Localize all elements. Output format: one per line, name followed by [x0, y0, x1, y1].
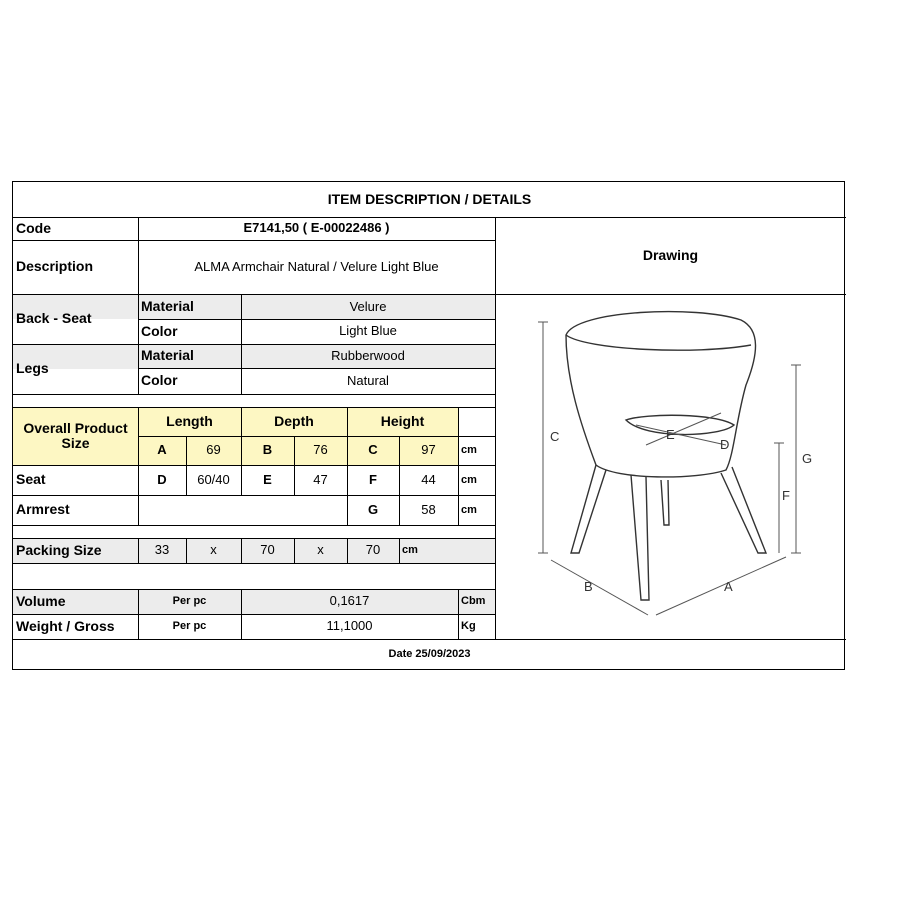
chair-shell [566, 312, 756, 477]
f-label: F [369, 471, 377, 487]
back-seat-material-label: Material [141, 298, 194, 315]
weight-value: 11,1000 [326, 618, 373, 634]
height-header: Height [380, 412, 425, 429]
legs-material-label: Material [141, 347, 194, 364]
date: Date 25/09/2023 [388, 647, 471, 660]
dim-c-letter: C [550, 429, 560, 444]
details-sheet [12, 181, 845, 670]
legs-color: Natural [347, 372, 389, 388]
legs-color-label: Color [141, 372, 178, 389]
page-title: ITEM DESCRIPTION / DETAILS [327, 190, 532, 207]
a-label: A [157, 442, 167, 458]
chair-leg [661, 480, 669, 525]
d-label: D [157, 471, 167, 487]
armrest-unit: cm [461, 503, 477, 516]
packing-x: x [317, 542, 324, 558]
e-label: E [263, 471, 272, 487]
d-value: 60/40 [197, 471, 230, 487]
packing-unit: cm [402, 544, 418, 557]
overall-size-label: Overall Product Size [23, 419, 128, 451]
weight-per: Per pc [172, 620, 207, 633]
packing-label: Packing Size [16, 541, 102, 558]
volume-value: 0,1617 [329, 593, 370, 609]
c-value: 97 [421, 442, 436, 458]
chair-leg [631, 475, 649, 600]
chair-leg [721, 467, 766, 553]
weight-unit: Kg [461, 620, 476, 633]
chair-leg [571, 465, 606, 553]
armrest-label: Armrest [16, 501, 70, 518]
f-value: 44 [421, 471, 436, 487]
seat-label: Seat [16, 471, 46, 488]
packing-length: 33 [154, 542, 170, 558]
e-value: 47 [313, 471, 328, 487]
back-seat-color: Light Blue [339, 323, 397, 339]
chair-rim [566, 335, 751, 350]
back-seat-material: Velure [349, 298, 387, 314]
overall-unit: cm [461, 444, 477, 457]
volume-unit: Cbm [461, 595, 486, 608]
dim-b-letter: B [584, 579, 593, 594]
b-value: 76 [313, 442, 328, 458]
chair-seat [626, 415, 734, 434]
back-seat-label: Back - Seat [16, 310, 92, 327]
b-label: B [262, 442, 273, 458]
dim-f-letter: F [782, 488, 790, 503]
volume-per: Per pc [172, 595, 207, 608]
packing-height: 70 [365, 542, 381, 558]
length-header: Length [166, 412, 213, 429]
weight-label: Weight / Gross [16, 617, 115, 634]
a-value: 69 [206, 442, 221, 458]
description-label: Description [16, 258, 94, 275]
legs-label: Legs [16, 360, 49, 377]
drawing-label: Drawing [642, 246, 699, 263]
dim-a-line [656, 557, 786, 615]
volume-label: Volume [16, 592, 66, 609]
c-label: C [368, 442, 378, 458]
packing-x: x [210, 542, 217, 558]
back-seat-color-label: Color [141, 322, 178, 339]
dim-d-letter: D [720, 437, 730, 452]
dim-e-line [646, 413, 721, 445]
code-label: Code [16, 219, 51, 236]
g-label: G [367, 501, 379, 517]
g-value: 58 [421, 501, 436, 517]
description-value: ALMA Armchair Natural / Velure Light Blue [194, 258, 439, 274]
seat-unit: cm [461, 473, 477, 486]
dim-d-line [636, 425, 726, 445]
code-value: E7141,50 ( E-00022486 ) [243, 220, 390, 236]
dim-e-letter: E [666, 427, 675, 442]
depth-header: Depth [274, 412, 314, 429]
chair-drawing [496, 295, 846, 639]
legs-material: Rubberwood [331, 347, 405, 363]
dim-a-letter: A [724, 579, 733, 594]
packing-width: 70 [260, 542, 275, 558]
dim-b-line [551, 560, 648, 615]
dim-g-letter: G [802, 451, 813, 466]
